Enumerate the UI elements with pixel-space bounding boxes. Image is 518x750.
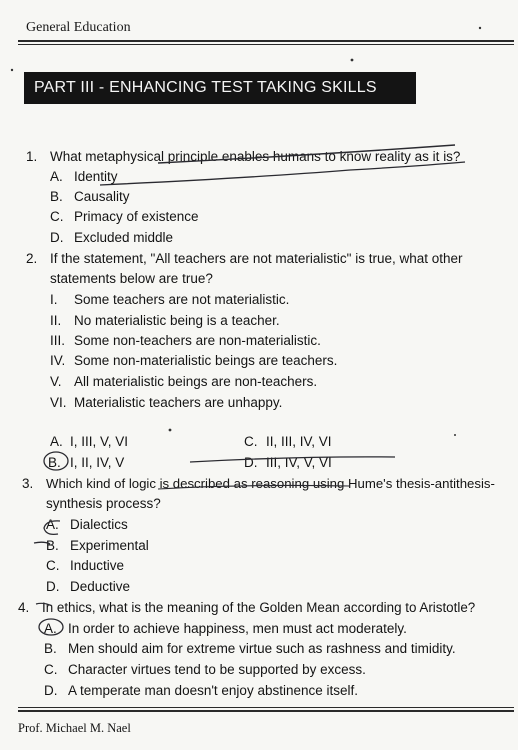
statement-roman: II. [50, 313, 62, 328]
question-text: If the statement, "All teachers are not materialistic" is true, what other [50, 251, 463, 266]
option-text: III, IV, V, VI [266, 455, 332, 470]
option-letter: A. [44, 621, 57, 636]
option-letter: A. [50, 434, 63, 449]
statement-roman: I. [50, 292, 58, 307]
header-rule [18, 40, 514, 42]
option-letter: A. [50, 169, 63, 184]
option-text: Inductive [70, 558, 125, 573]
statement-roman: VI. [50, 395, 67, 410]
option-letter: C. [50, 209, 64, 224]
statement-text: Materialistic teachers are unhappy. [74, 395, 283, 410]
option-letter: B. [48, 455, 61, 470]
speck [454, 434, 456, 436]
option-text: Experimental [70, 538, 149, 553]
option-text: Dialectics [70, 517, 128, 532]
statement-text: All materialistic beings are non-teachers. [74, 374, 318, 389]
question-text: What metaphysical principle enables humans to know reality as it is? [50, 149, 461, 164]
statement-roman: III. [50, 333, 66, 348]
speck [169, 429, 172, 432]
footer-rule-thin [18, 707, 514, 708]
speck [479, 27, 481, 29]
footer-author: Prof. Michael M. Nael [18, 721, 131, 735]
option-text: II, III, IV, VI [266, 434, 332, 449]
statement-roman: V. [50, 374, 62, 389]
statement-text: No materialistic being is a teacher. [74, 313, 280, 328]
section-banner: PART III - ENHANCING TEST TAKING SKILLS [24, 72, 416, 104]
header-rule-thin [18, 44, 514, 45]
question-text: In ethics, what is the meaning of the Golden Mean according to Aristotle? [42, 600, 476, 615]
question-text: Which kind of logic is described as reasoning using Hume's thesis-antithesis- [46, 476, 495, 491]
option-text: Excluded middle [74, 230, 174, 245]
option-letter: D. [244, 455, 258, 470]
question-number: 3. [22, 476, 34, 491]
option-letter: B. [46, 538, 59, 553]
footer-rule [18, 710, 514, 712]
option-text: In order to achieve happiness, men must act moderately. [68, 621, 407, 636]
option-letter: C. [46, 558, 60, 573]
option-text: Deductive [70, 579, 131, 594]
speck [351, 59, 354, 62]
option-letter: C. [44, 662, 58, 677]
option-text: A temperate man doesn't enjoy abstinence itself. [68, 683, 358, 698]
option-text: Men should aim for extreme virtue such as rashness and timidity. [68, 641, 456, 656]
option-text: I, III, V, VI [70, 434, 129, 449]
option-text: Primacy of existence [74, 209, 199, 224]
statement-text: Some non-teachers are non-materialistic. [74, 333, 321, 348]
header-title: General Education [26, 20, 131, 35]
option-text: I, II, IV, V [70, 455, 125, 470]
option-text: Causality [74, 189, 130, 204]
question-text: statements below are true? [50, 271, 213, 286]
question-number: 4. [18, 600, 30, 615]
option-letter: D. [44, 683, 58, 698]
statement-text: Some teachers are not materialistic. [74, 292, 290, 307]
option-letter: B. [44, 641, 57, 656]
option-letter: D. [50, 230, 64, 245]
option-text: Identity [74, 169, 118, 184]
statement-roman: IV. [50, 353, 66, 368]
question-number: 1. [26, 149, 38, 164]
option-letter: C. [244, 434, 258, 449]
speck [11, 69, 13, 71]
option-letter: D. [46, 579, 60, 594]
statement-text: Some non-materialistic beings are teachers. [74, 353, 338, 368]
option-letter: B. [50, 189, 63, 204]
option-text: Character virtues tend to be supported by excess. [68, 662, 366, 677]
question-number: 2. [26, 251, 38, 266]
question-text: synthesis process? [46, 496, 161, 511]
option-letter: A. [46, 517, 59, 532]
